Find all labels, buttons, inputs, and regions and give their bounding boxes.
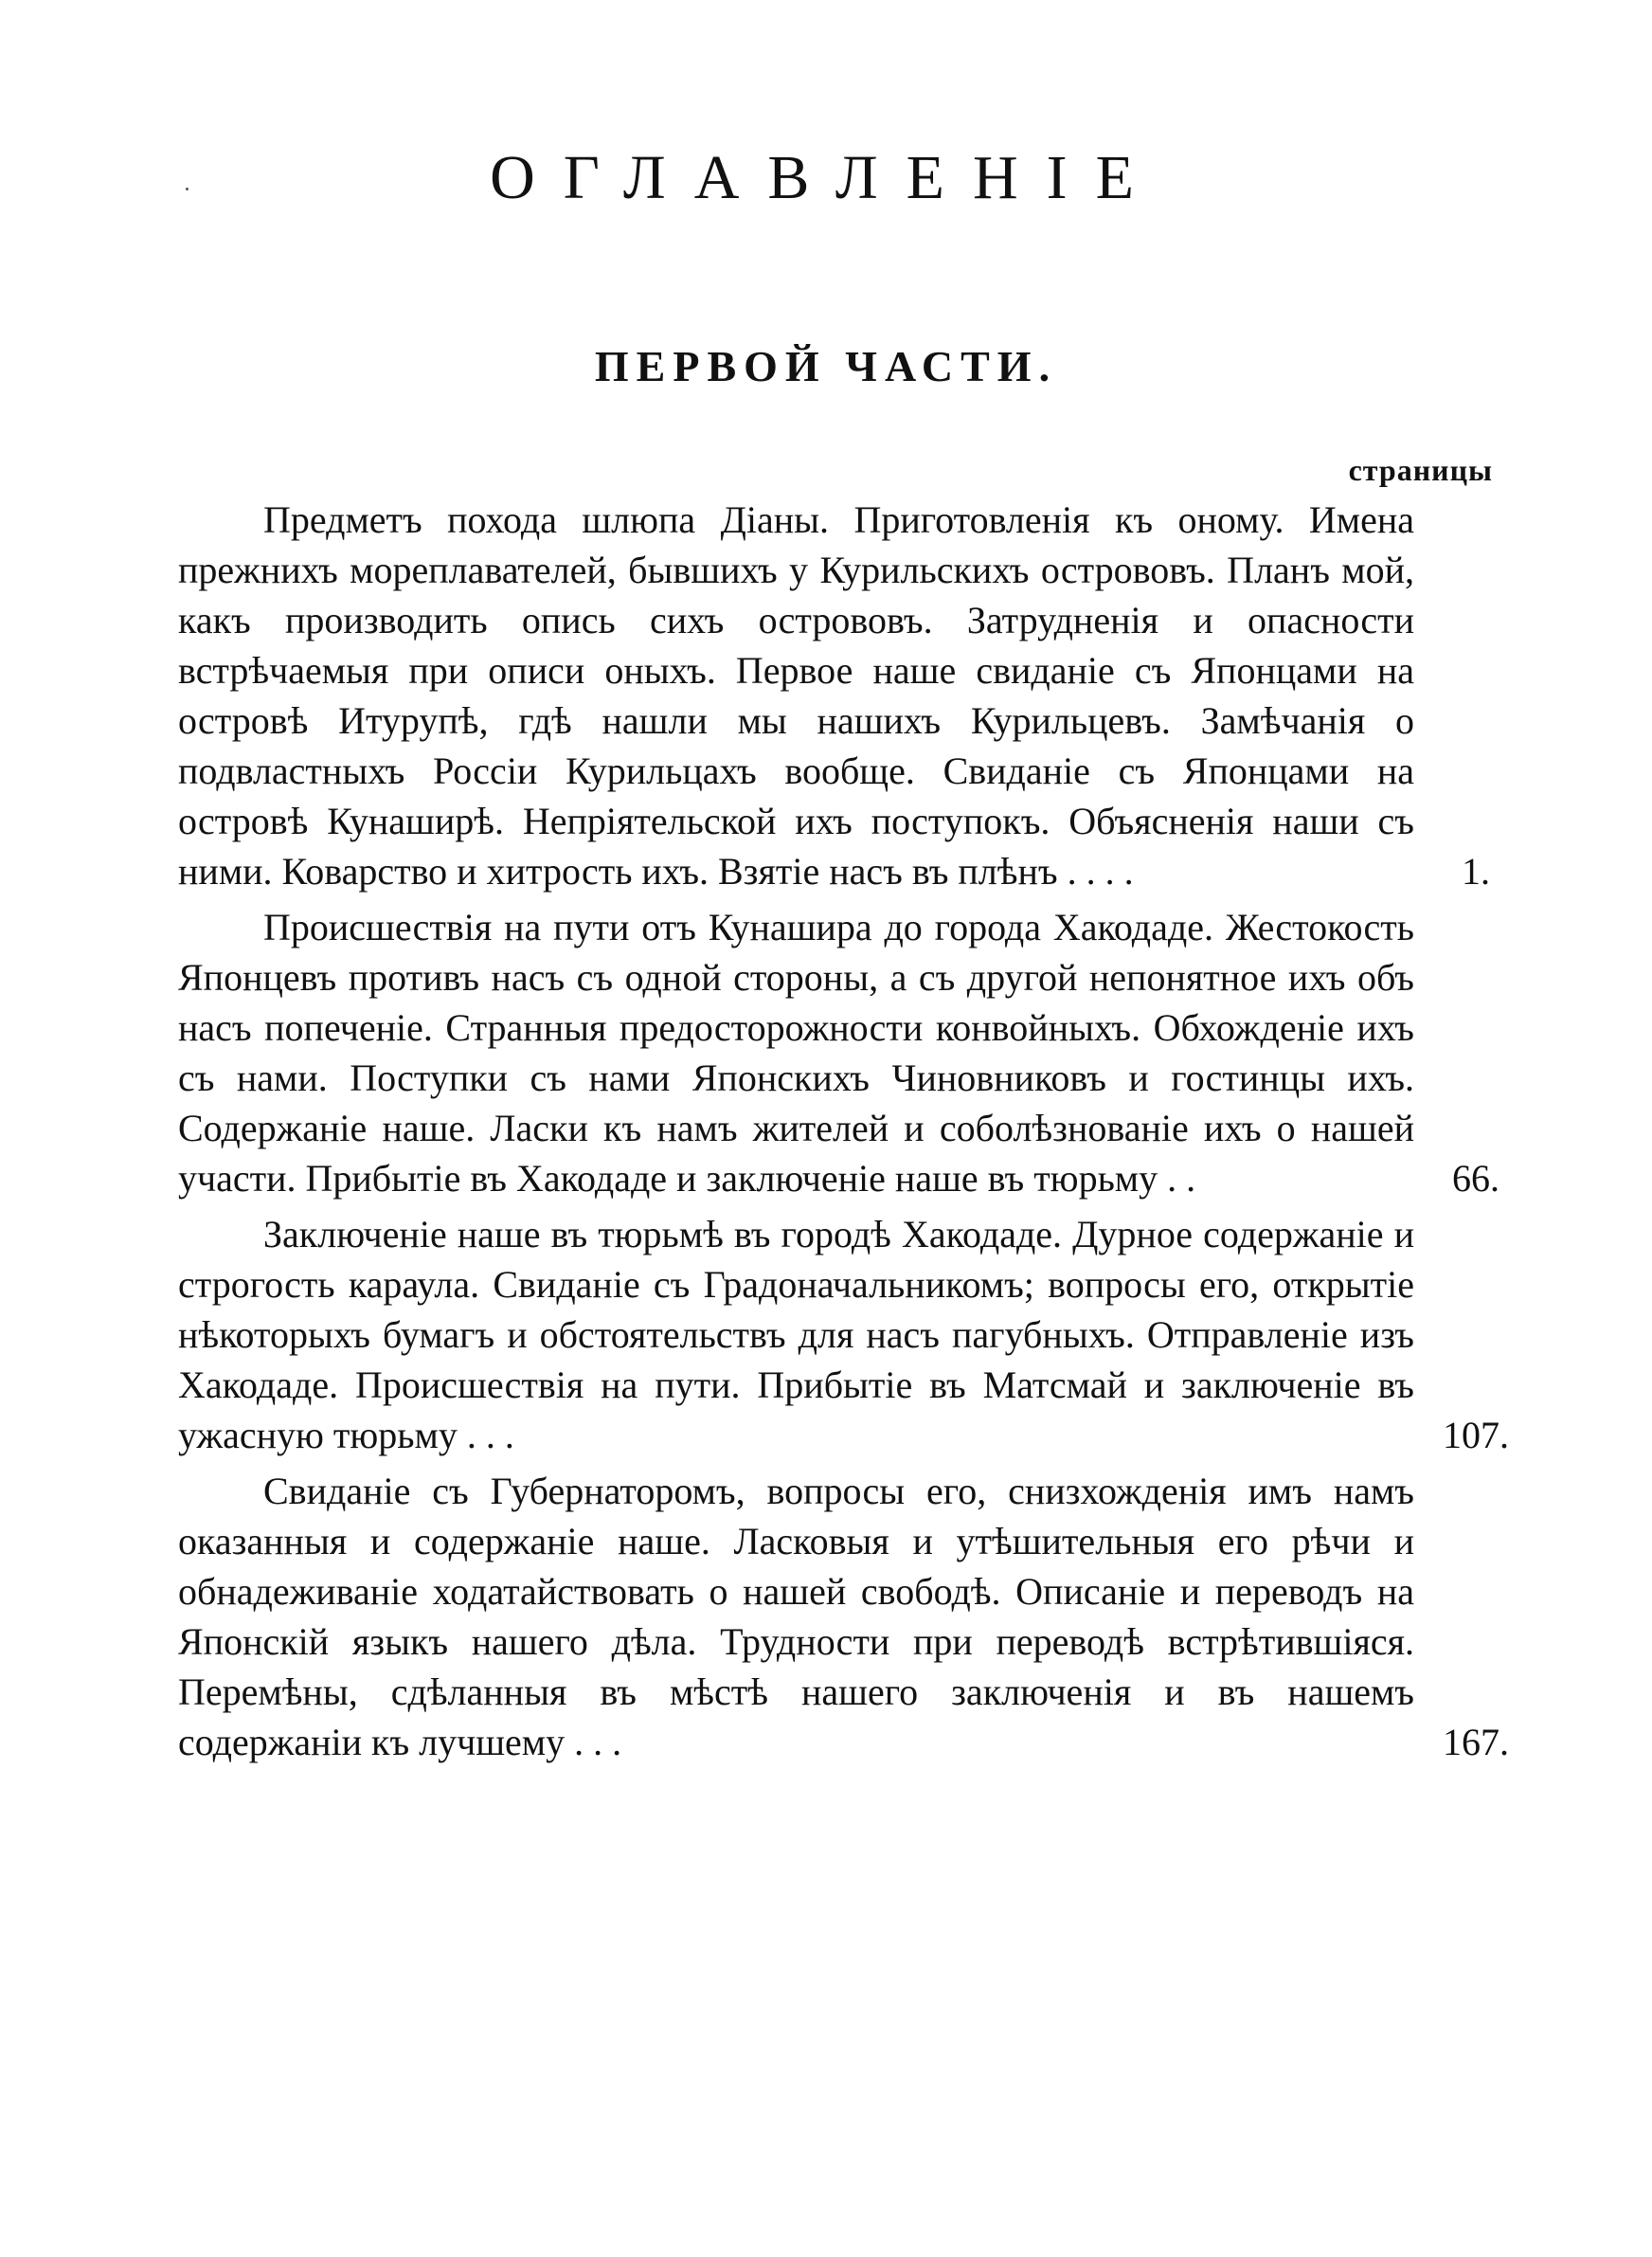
toc-entry (178, 1466, 1509, 1767)
toc-entry-page-number: 107. (1443, 1414, 1509, 1456)
table-of-contents (178, 495, 1509, 1773)
page-title: ОГЛАВЛЕНІЕ (490, 143, 1162, 212)
toc-entry-text: Свиданіе съ Губернаторомъ, вопросы его, снизхожденія имъ намъ оказанныя и содержаніе наше. Ласковыя и утѣшительныя его рѣчи и обнадеживаніе ходатайствовать о нашей свободѣ. Описаніе и переводъ на Японскій языкъ нашего дѣла. Трудности при переводѣ встрѣтившіяся. Перемѣны, сдѣланныя въ мѣстѣ нашего заключенія и въ нашемъ содержаніи къ лучшему . . . (178, 1470, 1414, 1763)
pages-column-header: страницы (1348, 453, 1493, 487)
toc-entry-text: Предметъ похода шлюпа Діаны. Приготовленія къ оному. Имена прежнихъ мореплавателей, бывшихъ у Курильскихъ острововъ. Планъ мой, какъ производить опись сихъ острововъ. Затрудненія и опасности встрѣчаемыя при описи оныхъ. Первое наше свиданіе съ Японцами на островѣ Итурупѣ, гдѣ нашли мы нашихъ Курильцевъ. Замѣчанія о подвластныхъ Россіи Курильцахъ вообще. Свиданіе съ Японцами на островѣ Кунаширѣ. Непріятельской ихъ поступокъ. Объясненія наши съ ними. Коварство и хитрость ихъ. Взятіе насъ въ плѣнъ . . . . (178, 498, 1414, 893)
toc-entry (178, 1209, 1509, 1460)
toc-entry-page-number: 66. (1452, 1157, 1499, 1200)
toc-entry-page-number: 1. (1462, 850, 1490, 893)
page-subtitle: ПЕРВОЙ ЧАСТИ. (594, 342, 1058, 390)
toc-entry (178, 902, 1499, 1203)
toc-entry-page-number: 167. (1443, 1721, 1509, 1763)
toc-entry-text: Происшествія на пути отъ Кунашира до города Хакодаде. Жестокость Японцевъ противъ насъ съ одной стороны, а съ другой непонятное ихъ объ насъ попеченіе. Странныя предосторожности конвойныхъ. Обхожденіе ихъ съ нами. Поступки съ нами Японскихъ Чиновниковъ и гостинцы ихъ. Содержаніе наше. Ласки къ намъ жителей и соболѣзнованіе ихъ о нашей участи. Прибытіе въ Хакодаде и заключеніе наше въ тюрьму . . (178, 906, 1414, 1200)
toc-entry (178, 495, 1490, 896)
toc-entry-text: Заключеніе наше въ тюрьмѣ въ городѣ Хакодаде. Дурное содержаніе и строгость караула. Свиданіе съ Градоначальникомъ; вопросы его, открытіе нѣкоторыхъ бумагъ и обстоятельствъ для насъ пагубныхъ. Отправленіе изъ Хакодаде. Происшествія на пути. Прибытіе въ Матсмай и заключеніе въ ужасную тюрьму . . . (178, 1213, 1414, 1456)
